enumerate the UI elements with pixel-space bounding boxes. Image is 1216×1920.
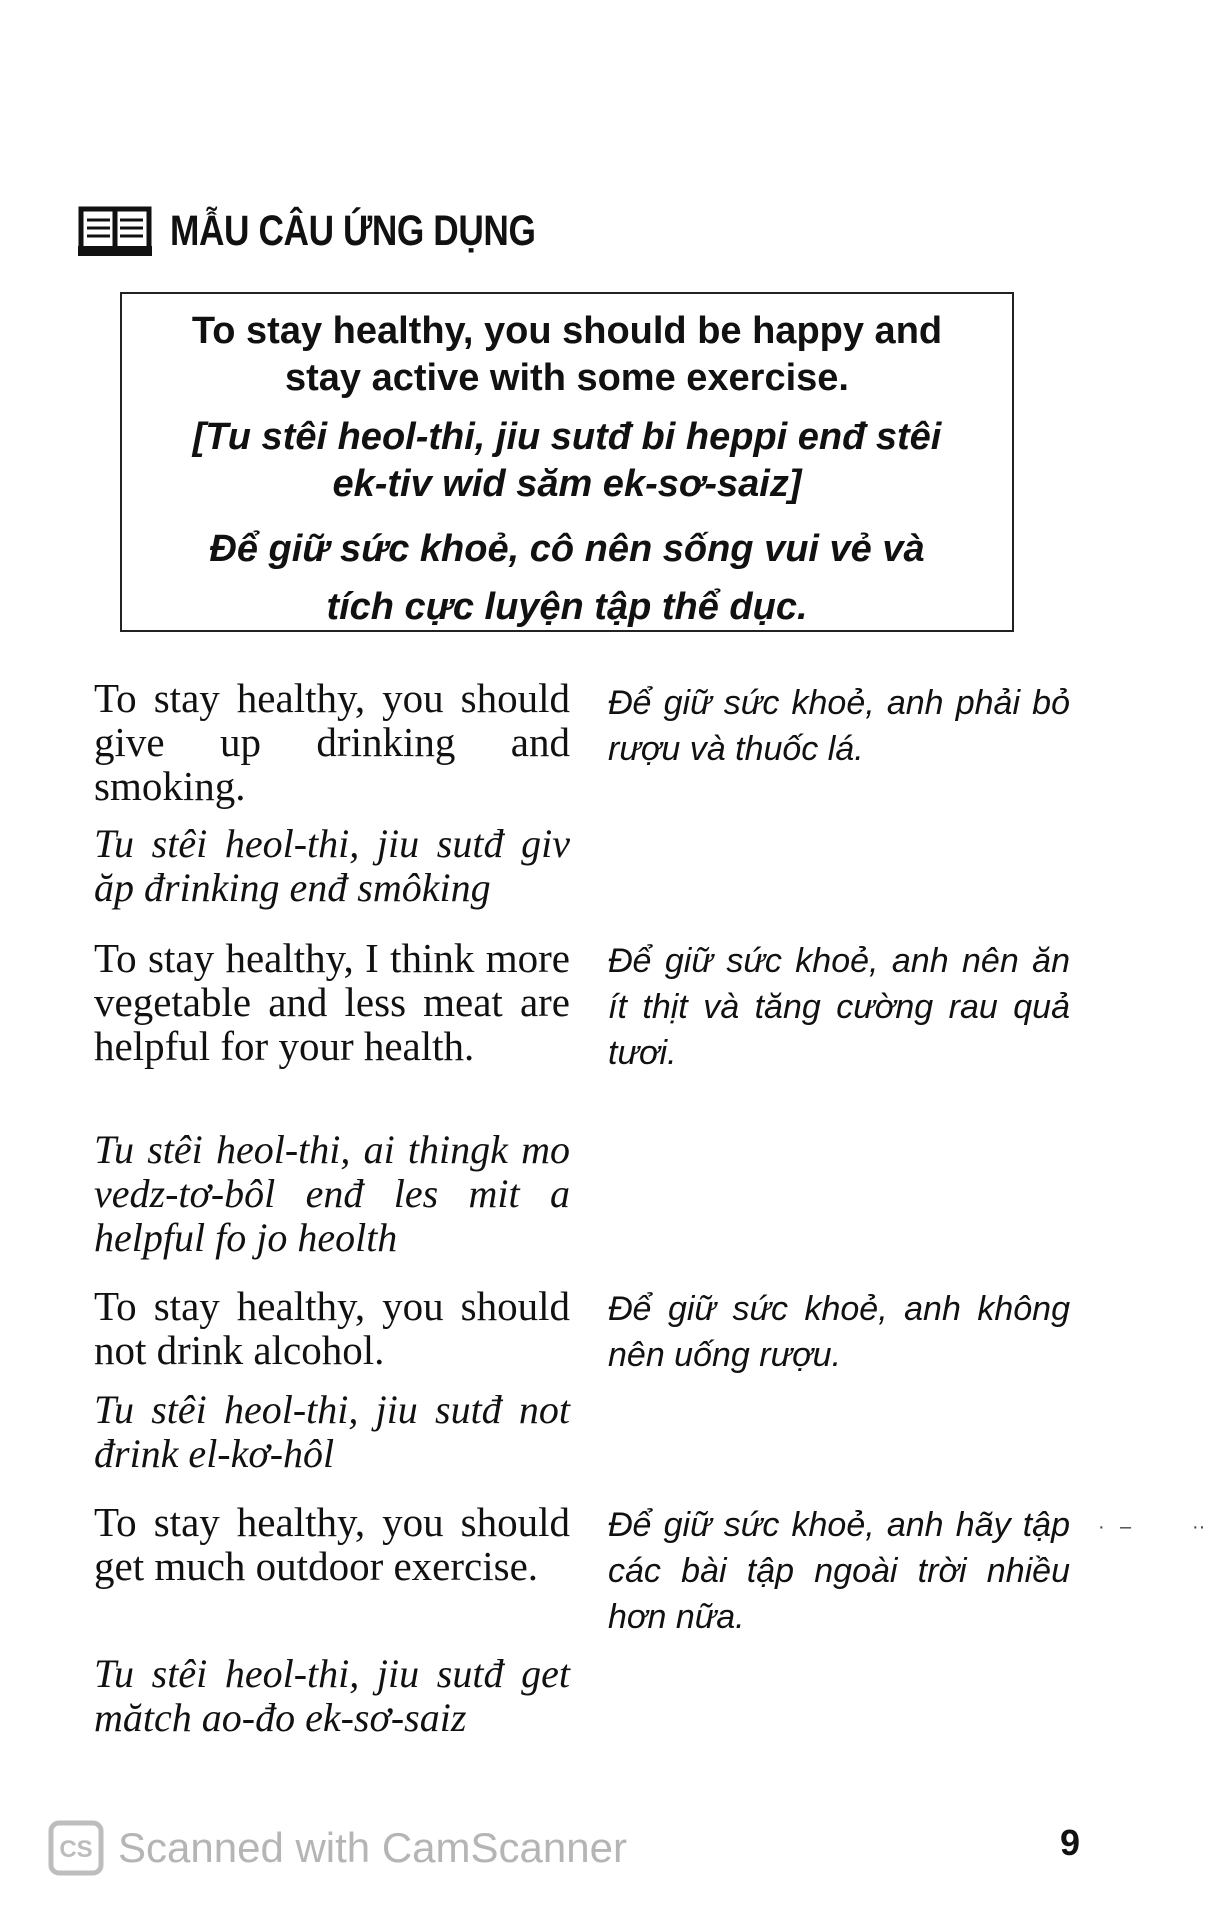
watermark-logo-text: CS bbox=[59, 1836, 93, 1863]
example-vietnamese-line: tích cực luyện tập thể dục. bbox=[326, 586, 808, 628]
watermark-text: Scanned with CamScanner bbox=[118, 1824, 627, 1871]
entry-english: To stay healthy, I think more vegetable and less meat are helpful for your health. bbox=[94, 935, 570, 1069]
page-number: 9 bbox=[1060, 1822, 1081, 1863]
scan-speck: – bbox=[1120, 1516, 1132, 1538]
entry-vietnamese: Để giữ sức khoẻ, anh phải bỏ rượu và thuốc lá. bbox=[608, 684, 1070, 768]
section-heading bbox=[78, 206, 616, 256]
example-vietnamese bbox=[122, 520, 1012, 636]
example-english bbox=[122, 308, 1012, 402]
example-pronunciation-line: ek-tiv wid săm ek-sơ-saiz] bbox=[332, 463, 802, 505]
entry-pronunciation: Tu stêi heol-thi, ai thingk mo vedz-tơ-bôl enđ les mit a helpful fo jo heolth bbox=[94, 1127, 570, 1260]
entry-vietnamese: Để giữ sức khoẻ, anh nên ăn ít thịt và tăng cường rau quả tươi. bbox=[608, 942, 1070, 1072]
camscanner-logo-icon bbox=[48, 1820, 104, 1876]
entry-english: To stay healthy, you should give up drinking and smoking. bbox=[94, 675, 570, 809]
scan-speck: · bbox=[1098, 1516, 1105, 1538]
entry-english: To stay healthy, you should get much outdoor exercise. bbox=[94, 1499, 570, 1589]
example-vietnamese-line: Để giữ sức khoẻ, cô nên sống vui vẻ và bbox=[209, 528, 925, 570]
entry-pronunciation: Tu stêi heol-thi, jiu sutđ giv ăp đrinking enđ smôking bbox=[94, 821, 570, 910]
entry-vietnamese: Để giữ sức khoẻ, anh không nên uống rượu. bbox=[608, 1290, 1070, 1374]
entry-vietnamese: Để giữ sức khoẻ, anh hãy tập các bài tập ngoài trời nhiều hơn nữa. bbox=[608, 1506, 1070, 1636]
example-pronunciation bbox=[122, 414, 1012, 508]
entry-pronunciation: Tu stêi heol-thi, jiu sutđ not đrink el-kơ-hôl bbox=[94, 1387, 570, 1476]
scanner-watermark bbox=[48, 1820, 627, 1876]
example-english-line: To stay healthy, you should be happy and bbox=[191, 310, 943, 352]
entry-pronunciation: Tu stêi heol-thi, jiu sutđ get mătch ao-đo ek-sơ-saiz bbox=[94, 1651, 570, 1740]
entry-english: To stay healthy, you should not drink alcohol. bbox=[94, 1283, 570, 1373]
example-box bbox=[120, 292, 1014, 632]
open-book-icon bbox=[78, 206, 152, 256]
section-title: MẪU CÂU ỨNG DỤNG bbox=[170, 206, 536, 255]
example-english-line: stay active with some exercise. bbox=[285, 357, 849, 399]
example-pronunciation-line: [Tu stêi heol-thi, jiu sutđ bi heppi enđ stêi bbox=[192, 416, 942, 458]
scan-speck: ·· bbox=[1192, 1516, 1206, 1538]
